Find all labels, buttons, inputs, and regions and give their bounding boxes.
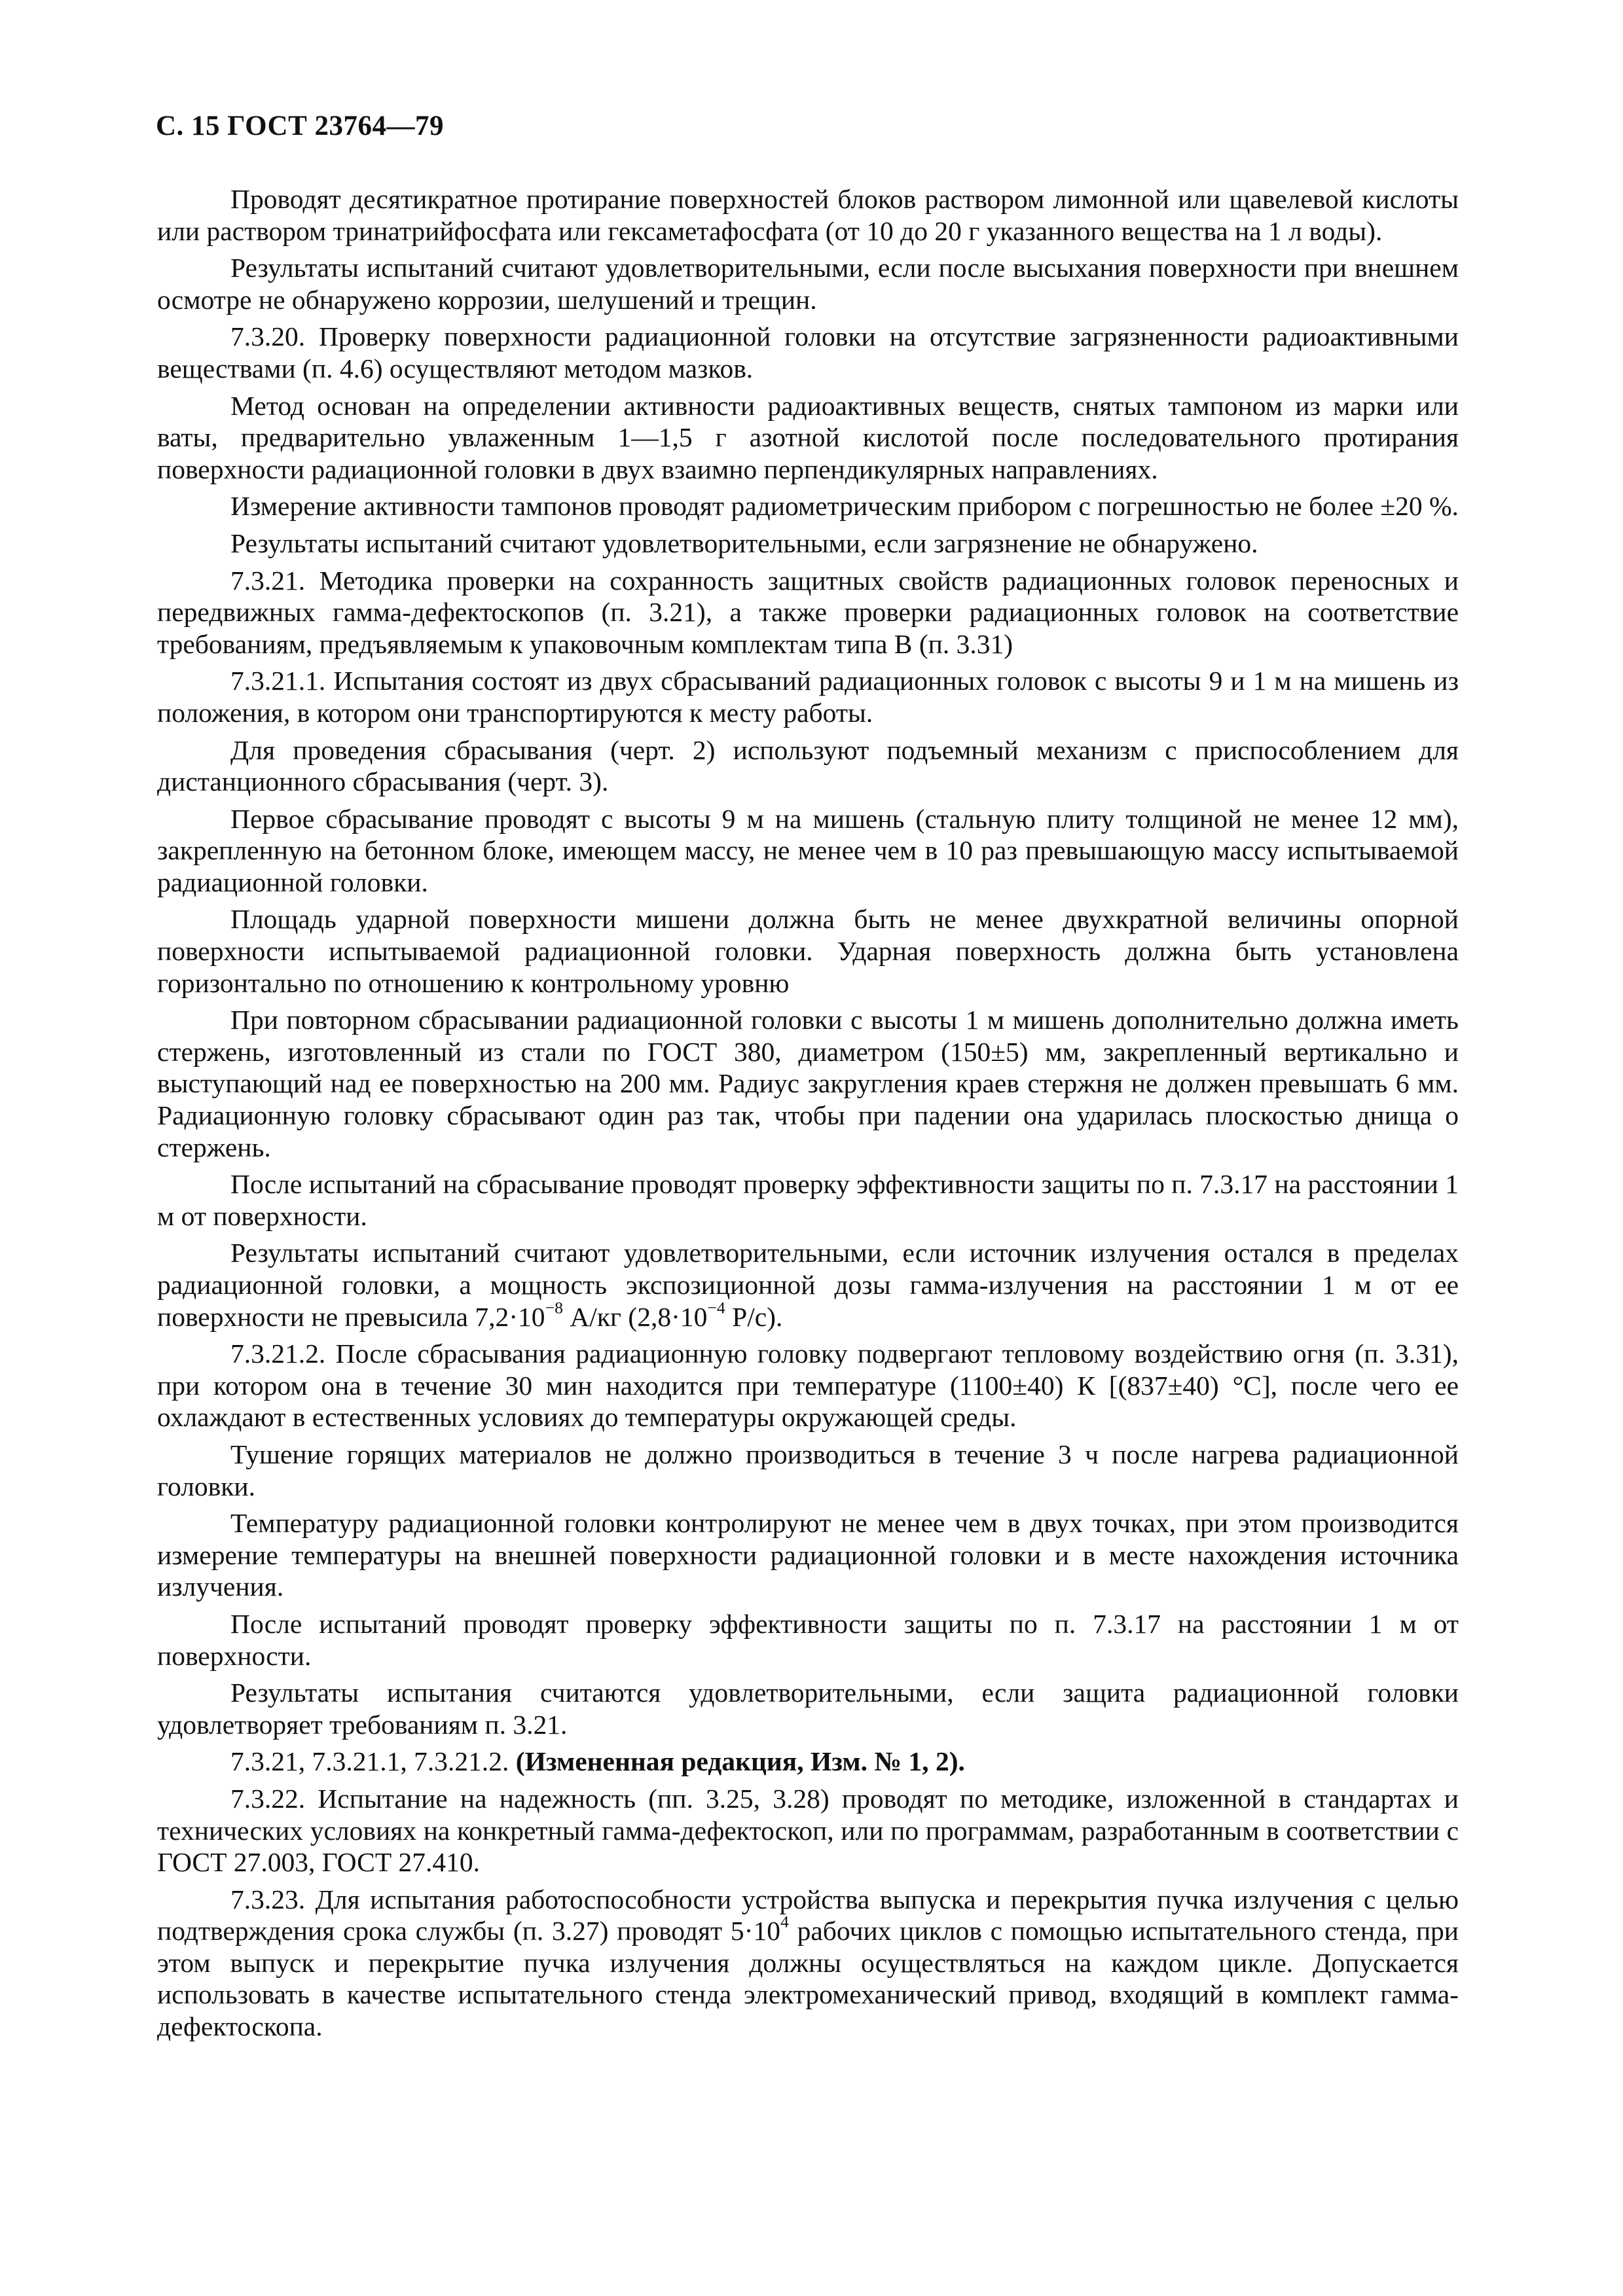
dose-text-mid: А/кг (2,8·10	[562, 1301, 708, 1332]
paragraph-7-3-21-1: 7.3.21.1. Испытания состоят из двух сбрасываний радиационных головок с высоты 9 и 1 м на мишень из положения, в котором они транспортируются к месту работы.	[157, 666, 1459, 728]
amendment-note	[157, 1746, 1459, 1778]
paragraph: Первое сбрасывание проводят с высоты 9 м на мишень (стальную плиту толщиной не менее 12 мм), закрепленную на бетонном блоке, имеющем массу, не менее чем в 10 раз превышающую массу испытываемой радиационной головки.	[157, 803, 1459, 897]
dose-exponent-2: −4	[707, 1298, 725, 1318]
amendment-bold: (Измененная редакция, Изм. № 1, 2).	[515, 1746, 965, 1777]
page-header: С. 15 ГОСТ 23764—79	[156, 111, 445, 141]
dose-text-after: Р/с).	[725, 1301, 783, 1332]
paragraph-7-3-22: 7.3.22. Испытание на надежность (пп. 3.25, 3.28) проводят по методике, изложенной в стандартах и технических условиях на конкретный гамма-дефектоскоп, или по программам, разработанным в соответствии с ГОСТ 27.003, ГОСТ 27.410.	[157, 1783, 1459, 1878]
cycles-text-after: рабочих циклов с помощью испытательного стенда, при этом выпуск и перекрытие пучка излучения должны осуществляться на каждом цикле. Допускается использовать в качестве испытательного стенда электромеханический привод, входящий в комплект гамма-дефектоскопа.	[157, 1916, 1459, 2042]
amendment-prefix: 7.3.21, 7.3.21.1, 7.3.21.2.	[230, 1746, 516, 1777]
paragraph: Результаты испытаний считают удовлетворительными, если после высыхания поверхности при внешнем осмотре не обнаружено коррозии, шелушений и трещин.	[157, 253, 1459, 315]
paragraph: Площадь ударной поверхности мишени должна быть не менее двухкратной величины опорной поверхности испытываемой радиационной головки. Ударная поверхность должна быть установлена горизонтально по отношению к контрольному уровню	[157, 904, 1459, 998]
paragraph-7-3-23	[157, 1884, 1459, 2043]
paragraph: При повторном сбрасывании радиационной головки с высоты 1 м мишень дополнительно должна иметь стержень, изготовленный из стали по ГОСТ 380, диаметром (150±5) мм, закрепленный вертикально и выступающий над ее поверхностью на 200 мм. Радиус закругления краев стержня не должен превышать 6 мм. Радиационную головку сбрасывают один раз так, чтобы при падении она ударилась плоскостью днища о стержень.	[157, 1005, 1459, 1162]
paragraph: Температуру радиационной головки контролируют не менее чем в двух точках, при этом производится измерение температуры на внешней поверхности радиационной головки и в месте нахождения источника излучения.	[157, 1508, 1459, 1602]
cycles-exponent: 4	[780, 1912, 789, 1931]
dose-exponent-1: −8	[545, 1298, 563, 1318]
paragraph: Для проведения сбрасывания (черт. 2) используют подъемный механизм с приспособлением для дистанционного сбрасывания (черт. 3).	[157, 734, 1459, 797]
paragraph-7-3-20: 7.3.20. Проверку поверхности радиационной головки на отсутствие загрязненности радиоактивными веществами (п. 4.6) осуществляют методом мазков.	[157, 321, 1459, 384]
paragraph: Результаты испытаний считают удовлетворительными, если загрязнение не обнаружено.	[230, 528, 1258, 558]
dose-rate-paragraph	[157, 1237, 1459, 1333]
paragraph-7-3-21: 7.3.21. Методика проверки на сохранность защитных свойств радиационных головок переносных и передвижных гамма-дефектоскопов (п. 3.21), а также проверки радиационных головок на соответствие требованиям, предъявляемым к упаковочным комплектам типа В (п. 3.31)	[157, 565, 1459, 659]
paragraph: После испытаний на сбрасывание проводят проверку эффективности защиты по п. 7.3.17 на расстоянии 1 м от поверхности.	[157, 1169, 1459, 1231]
paragraph: Результаты испытания считаются удовлетворительными, если защита радиационной головки удовлетворяет требованиям п. 3.21.	[157, 1677, 1459, 1740]
paragraph: Проводят десятикратное протирание поверхностей блоков раствором лимонной или щавелевой кислоты или раствором тринатрийфосфата или гексаметафосфата (от 10 до 20 г указанного вещества на 1 л воды).	[157, 184, 1459, 246]
paragraph: Тушение горящих материалов не должно производиться в течение 3 ч после нагрева радиационной головки.	[157, 1439, 1459, 1501]
paragraph: После испытаний проводят проверку эффективности защиты по п. 7.3.17 на расстоянии 1 м от поверхности.	[157, 1608, 1459, 1671]
paragraph: Измерение активности тампонов проводят радиометрическим прибором с погрешностью не более ±20 %.	[230, 491, 1459, 522]
dose-text-before: Результаты испытаний считают удовлетворительными, если источник излучения остался в пределах радиационной головки, а мощность экспозиционной дозы гамма-излучения на расстоянии 1 м от ее поверхности не превысила 7,2·10	[157, 1238, 1459, 1332]
cycles-text-before: 7.3.23. Для испытания работоспособности устройства выпуска и перекрытия пучка излучения с целью подтверждения срока службы (п. 3.27) проводят 5·10	[157, 1884, 1459, 1946]
paragraph-7-3-21-2: 7.3.21.2. После сбрасывания радиационную головку подвергают тепловому воздействию огня (п. 3.31), при котором она в течение 30 мин находится при температуре (1100±40) К [(837±40) °С], после чего ее охлаждают в естественных условиях до температуры окружающей среды.	[157, 1338, 1459, 1433]
document-body	[157, 183, 1459, 2048]
paragraph: Метод основан на определении активности радиоактивных веществ, снятых тампоном из марки или ваты, предварительно увлаженным 1—1,5 г азотной кислотой после последовательного протирания поверхности радиационной головки в двух взаимно перпендикулярных направлениях.	[157, 390, 1459, 484]
